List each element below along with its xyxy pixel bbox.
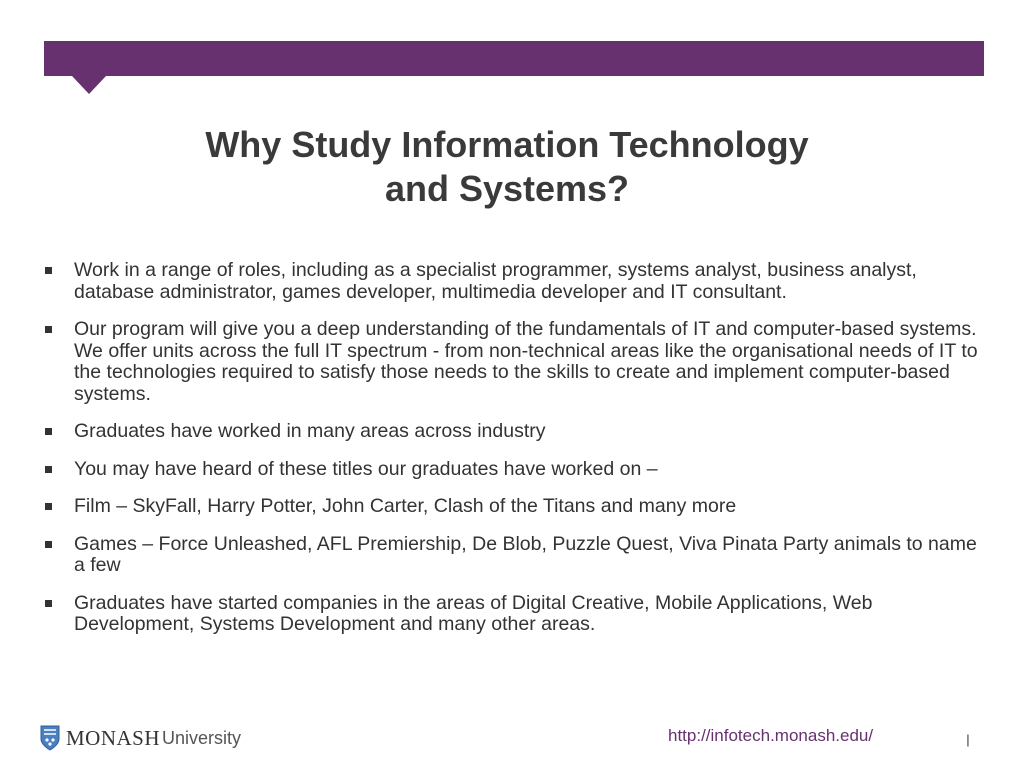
bullet-text: Work in a range of roles, including as a specialist programmer, systems analyst, business analyst, database administrator, games developer, multimedia developer and IT consultant. [74, 259, 917, 303]
bullet-square-icon [45, 326, 52, 333]
monash-crest-icon [40, 725, 60, 751]
bullet-text: Film – SkyFall, Harry Potter, John Carter, Clash of the Titans and many more [74, 495, 737, 517]
slide-title-line-2: and Systems? [384, 168, 630, 209]
infotech-link[interactable]: http://infotech.monash.edu/ [668, 726, 874, 745]
bullet-list [44, 260, 980, 652]
slide-title [0, 123, 1014, 211]
bullet-text: Graduates have worked in many areas across industry [74, 420, 546, 442]
monash-logo [40, 724, 241, 752]
bullet-text: Graduates have started companies in the areas of Digital Creative, Mobile Applications, Web Development, Systems Development and many other areas. [74, 591, 873, 635]
bullet-square-icon [45, 600, 52, 607]
logo-text-monash: MONASH [66, 725, 161, 750]
bullet-square-icon [45, 428, 52, 435]
slide-title-line-1: Why Study Information Technology [205, 124, 809, 165]
bullet-square-icon [45, 267, 52, 274]
bullet-item-titles [44, 459, 980, 481]
bullet-text: You may have heard of these titles our graduates have worked on – [74, 457, 658, 480]
header-band-notch [72, 76, 106, 94]
bullet-item-games [44, 534, 980, 577]
bullet-item-companies [44, 593, 980, 636]
bullet-item-program [44, 319, 980, 405]
bullet-item-graduates-industry [44, 421, 980, 443]
page-number: | [966, 732, 970, 747]
logo-text-university: University [162, 727, 242, 748]
bullet-item-film [44, 496, 980, 518]
bullet-square-icon [45, 466, 52, 473]
bullet-text: Games – Force Unleashed, AFL Premiership, De Blob, Puzzle Quest, Viva Pinata Party animals to name a few [74, 532, 977, 576]
bullet-square-icon [45, 503, 52, 510]
bullet-item-roles [44, 260, 980, 303]
bullet-square-icon [45, 541, 52, 548]
header-band [44, 41, 984, 76]
bullet-text: Our program will give you a deep understanding of the fundamentals of IT and computer-based systems. We offer units across the full IT spectrum - from non-technical areas like the organisational needs of IT to the technologies required to satisfy those needs to the skills to create and implement computer-based systems. [74, 318, 978, 405]
